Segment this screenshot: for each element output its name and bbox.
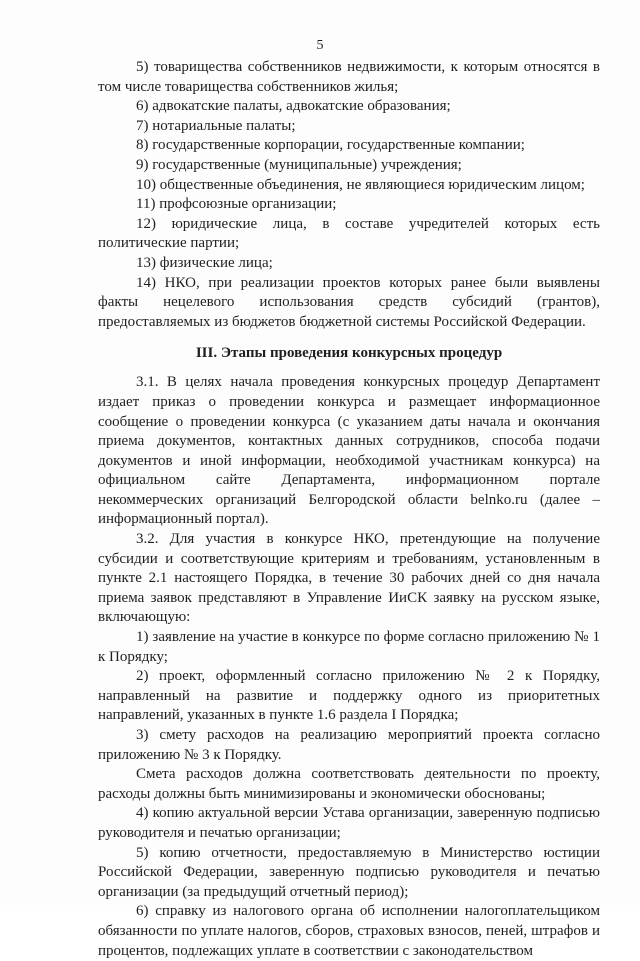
requirement-item-3: 3) смету расходов на реализацию мероприятий проекта согласно приложению № 3 к Порядку. [98, 727, 600, 763]
requirement-item-1: 1) заявление на участие в конкурсе по форме согласно приложению № 1 к Порядку; [98, 629, 600, 665]
page-number: 5 [316, 38, 324, 53]
document-body [98, 58, 600, 961]
list-item-11: 11) профсоюзные организации; [136, 196, 337, 213]
list-item-7: 7) нотариальные палаты; [136, 117, 296, 134]
clause-3-2: 3.2. Для участия в конкурсе НКО, претендующие на получение субсидии и соответствующие критериям и требованиям, установленным в пункте 2.1 настоящего Порядка, в течение 30 рабочих дней со дня начала приема заявок представляют в Управление ИиСК заявку на русском языке, включающую: [98, 531, 600, 626]
list-item-9: 9) государственные (муниципальные) учреждения; [136, 156, 462, 173]
list-item-12: 12) юридические лица, в составе учредителей которых есть политические партии; [98, 215, 600, 252]
list-item-10: 10) общественные объединения, не являющиеся юридическим лицом; [136, 176, 585, 193]
requirement-item-4: 4) копию актуальной версии Устава организации, заверенную подписью руководителя и печатью организации; [98, 805, 600, 841]
budget-note: Смета расходов должна соответствовать деятельности по проекту, расходы должны быть минимизированы и экономически обоснованы; [98, 766, 600, 802]
list-item-5: 5) товарищества собственников недвижимости, к которым относятся в том числе товарищества собственников жилья; [98, 59, 600, 95]
list-item-6: 6) адвокатские палаты, адвокатские образования; [136, 98, 451, 115]
section-heading: III. Этапы проведения конкурсных процедур [195, 345, 503, 362]
requirement-item-6: 6) справку из налогового органа об исполнении налогоплательщиком обязанности по уплате налогов, сборов, страховых взносов, пеней, штрафов и процентов, подлежащих уплате в соответствии с законодательством [98, 903, 600, 959]
requirement-item-2: 2) проект, оформленный согласно приложению № 2 к Порядку, направленный на развитие и поддержку одного из приоритетных направлений, указанных в пункте 1.6 раздела I Порядка; [98, 668, 600, 724]
list-item-13: 13) физические лица; [136, 254, 273, 271]
list-item-14: 14) НКО, при реализации проектов которых ранее были выявлены факты нецелевого использования средств субсидий (грантов), предоставляемых из бюджетов бюджетной системы Российской Федерации. [98, 274, 600, 330]
requirement-item-5: 5) копию отчетности, предоставляемую в Министерство юстиции Российской Федерации, заверенную подписью руководителя и печатью организации (за предыдущий отчетный период); [98, 844, 600, 900]
clause-3-1: 3.1. В целях начала проведения конкурсных процедур Департамент издает приказ о проведении конкурса и размещает информационное сообщение о проведении конкурса (с указанием даты начала и окончания приема документов, контактных данных сотрудников, способа подачи документов и иной информации, необходимой участникам конкурса) на официальном сайте Департамента, информационном портале некоммерческих организаций Белгородской области belnko.ru (далее – информационный портал). [98, 374, 600, 528]
list-item-8: 8) государственные корпорации, государственные компании; [136, 137, 525, 154]
